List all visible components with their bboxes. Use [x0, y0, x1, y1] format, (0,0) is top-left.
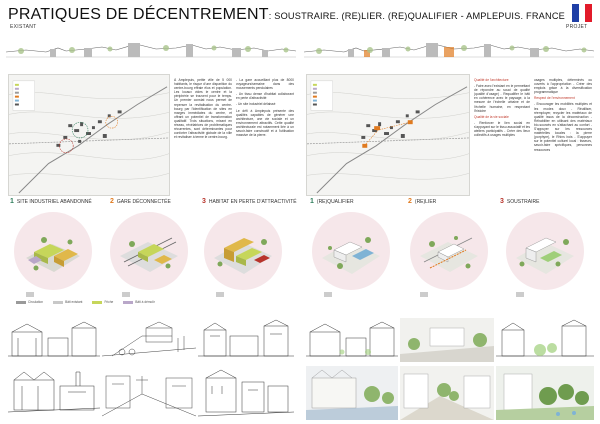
title-main: PRATIQUES DE DÉCENTREMENT [8, 6, 269, 23]
existing-elevation [6, 30, 296, 66]
site-industrial-item: - Un site industriel délaissé [236, 102, 276, 107]
board-title [8, 6, 565, 24]
existing-sketch-station [102, 318, 196, 362]
architecture-quality-paragraph: Le défi à Amplepuis présente des qualités capables de générer une architecture, une vie sociale et un environnement attractifs. Cette qualité architecturale est notamment liée à un savoir-faire constructif et à l'utilisation massive de la pierre. [236, 108, 294, 138]
project-site-plan [306, 74, 470, 196]
project-render-station [400, 318, 494, 362]
french-flag-icon [572, 4, 592, 22]
legend-item: Circulation [16, 300, 43, 304]
intro-text-column-1 [174, 78, 232, 192]
axo-project-subtract [506, 212, 584, 290]
mini-marker-d [324, 292, 332, 297]
flag-stripe [572, 4, 579, 22]
flag-stripe [585, 4, 592, 22]
mini-marker-f [516, 292, 524, 297]
intro-paragraph: À Amplepuis, petite ville de 5 000 habitants, le risque d'une disparition du centre-bourg effraie élus et population. Les locaux vides le centre et la périphérie se trouvent pour le temps. Un premier constat nous permet de repenser la revitalisation du centre-bourg par l'identification de sites en marges immédiates du centre, et offrant un potentiel de transformation qualitatif. Trois situations, mixant en réseau, révélatrices de problématiques récurrentes, sont déterminantes pour conforter l'attractivité globale de la ville et revitaliser à terme le centre-bourg. [174, 78, 232, 140]
project-elevation [304, 30, 594, 66]
values-social-body: - Renforcer le lien social en s'appuyant sur le tissu associatif et les ateliers participatifs - Créer des lieux collectifs à usages multiples [474, 120, 530, 138]
site-gare-item: - La gare accueillant plus de 8000 voyageurs/semaine dans des mouvements pendulaires [236, 78, 294, 91]
values-social-cont: usages multiples, déterminés ou ouverts à l'appropriation - Créer des emplois grâce à la diversification programmatique [534, 78, 592, 95]
flag-stripe [579, 4, 586, 22]
legend-item: Bâti à démolir [123, 300, 155, 304]
legend-swatch [16, 301, 26, 304]
left-step-1: 1 SITE INDUSTRIEL ABANDONNÉ [10, 198, 92, 205]
mini-marker-b [122, 292, 130, 297]
project-section-drawing-1 [306, 318, 398, 362]
existing-sketch-street [102, 366, 196, 420]
legend-item: Bâti existant [53, 300, 82, 304]
existing-label: EXISTANT [10, 24, 37, 30]
project-render-garden [496, 366, 594, 420]
right-step-1: 1 (RE)QUALIFIER [310, 198, 354, 205]
legend-item: Friche [92, 300, 113, 304]
existing-section-drawing-1 [8, 318, 100, 362]
intro-text-column-2 [236, 78, 294, 192]
existing-sketch-industrial [8, 366, 100, 420]
project-render-industrial [306, 366, 398, 420]
values-heading-environment: Respect de l'environnement [534, 96, 575, 101]
legend-swatch [53, 301, 63, 304]
right-step-3: 3 SOUSTRAIRE [500, 198, 540, 205]
project-label: PROJET [566, 24, 588, 30]
left-step-2: 2 GARE DÉCONNECTÉE [110, 198, 171, 205]
axo-project-requalify [312, 212, 390, 290]
existing-site-plan [8, 74, 170, 196]
mini-marker-a [26, 292, 34, 297]
values-text-column-1 [474, 78, 530, 192]
left-step-3: 3 HABITAT EN PERTE D'ATTRACTIVITÉ [202, 198, 297, 205]
mini-marker-c [216, 292, 224, 297]
project-section-drawing-2 [496, 318, 594, 362]
axo-project-relink [410, 212, 488, 290]
existing-sketch-housing [198, 366, 294, 420]
existing-section-drawing-2 [198, 318, 294, 362]
legend-swatch [123, 301, 133, 304]
values-environment-body: - Encourager les mobilités multiples et les modes doux - Réutiliser, réemployer, recycler les matériaux de qualité issus de la déconstruction - Réhabiliter en utilisant des matériaux bio-sourcés en s'attachant au confort - S'appuyer sur les ressources matérielles locales : la pierre (porphyre), le Rhins bois - S'appuyer sur le potentiel culturel local : tisseurs, savoir-faire spécifiques, personnes ressources [534, 102, 592, 152]
values-heading-architecture: Qualité de l'architecture [474, 78, 509, 82]
values-heading-social: Qualité de la vie sociale [474, 114, 509, 119]
project-render-street [400, 366, 494, 420]
axo-existing-station [110, 212, 188, 290]
mini-marker-e [420, 292, 428, 297]
values-architecture-body: - Faire avec l'existant en le permettant de répondre au souci de qualité (qualité d'usage) - Requalifier le bâti en cohérence avec le paysage, à la mesure de l'échelle urbaine et de l'échelle humaine, en respectant l'histoire [474, 84, 530, 113]
title-subtitle: : SOUSTRAIRE. (RE)LIER. (RE)QUALIFIER - AMPLEPUIS. FRANCE [268, 11, 565, 21]
values-text-column-2 [534, 78, 592, 192]
axo-existing-housing [204, 212, 282, 290]
axo-legend [16, 300, 155, 304]
axo-existing-industrial [14, 212, 92, 290]
right-step-2: 2 (RE)LIER [408, 198, 437, 205]
site-habitat-item: - Un tissu dense d'habitat collaborant en perte d'attractivité [236, 92, 294, 101]
legend-swatch [92, 301, 102, 304]
